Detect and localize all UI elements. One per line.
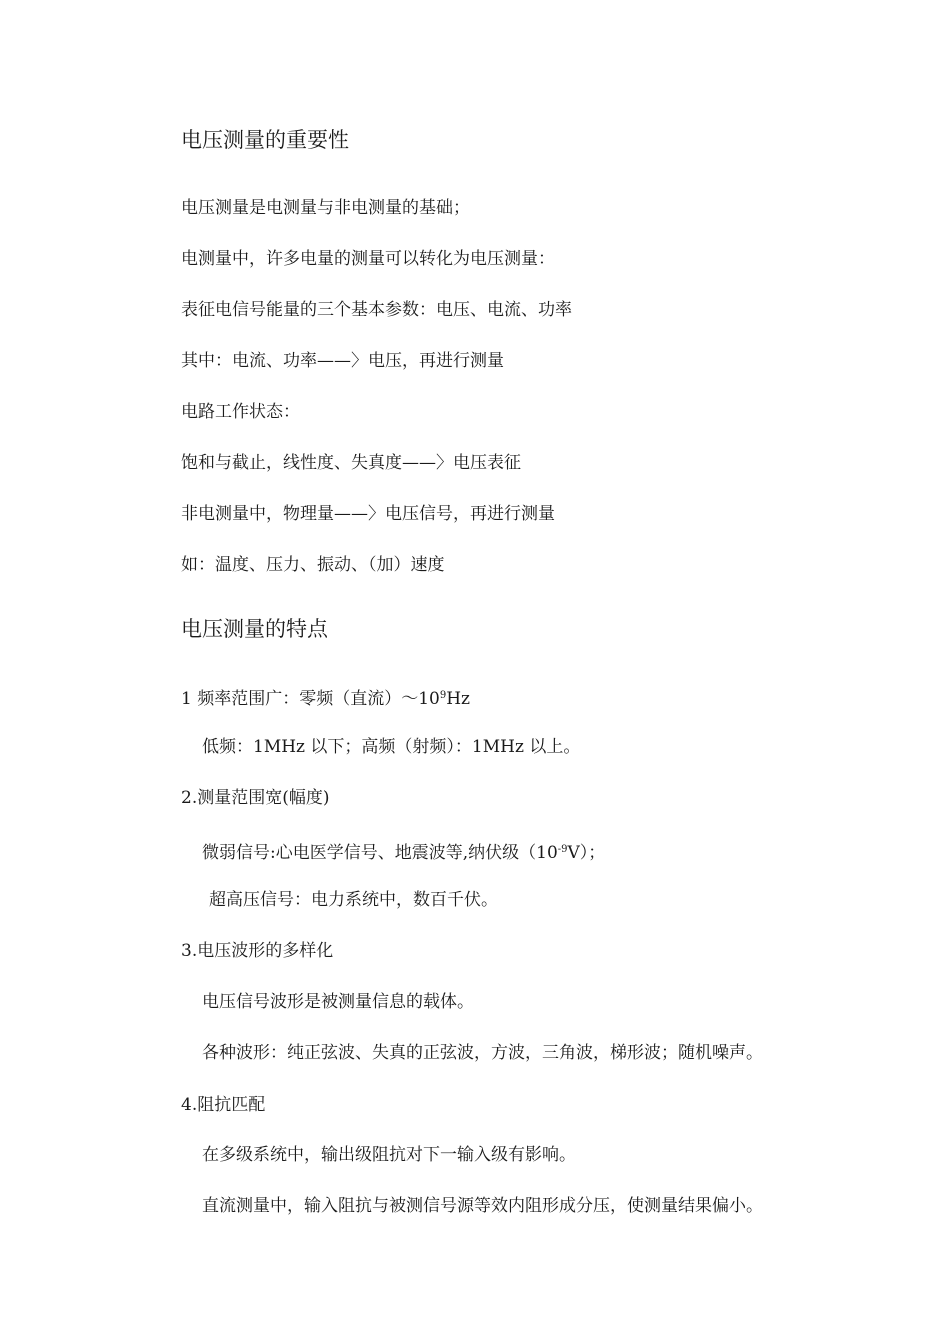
list-item-detail: 各种波形：纯正弦波、失真的正弦波，方波，三角波，梯形波；随机噪声。 (202, 1043, 763, 1063)
section-heading-features: 电压测量的特点 (181, 617, 328, 641)
item-text-unit: Hz (446, 689, 471, 709)
list-item-frequency-range (181, 685, 470, 710)
paragraph-line: 饱和与截止，线性度、失真度——〉电压表征 (181, 453, 521, 473)
exponent: 9 (439, 690, 447, 701)
item-text: 1 频率范围广：零频（直流）～10 (181, 689, 440, 709)
list-item-detail: 电压信号波形是被测量信息的载体。 (202, 992, 474, 1012)
list-item-waveform: 3.电压波形的多样化 (181, 941, 334, 961)
paragraph-line: 电压测量是电测量与非电测量的基础； (181, 198, 470, 218)
item-text: 微弱信号:心电医学信号、地震波等,纳伏级（10 (202, 843, 558, 863)
list-item-impedance: 4.阻抗匹配 (181, 1095, 266, 1115)
item-text-unit: V）； (567, 843, 606, 863)
list-item-detail (202, 839, 605, 864)
paragraph-line: 电路工作状态： (181, 402, 300, 422)
exponent: -9 (557, 844, 568, 855)
list-item-detail: 低频：1MHz 以下；高频（射频）：1MHz 以上。 (202, 737, 581, 757)
list-item-detail: 直流测量中，输入阻抗与被测信号源等效内阻形成分压，使测量结果偏小。 (202, 1196, 763, 1216)
paragraph-line: 表征电信号能量的三个基本参数：电压、电流、功率 (181, 300, 572, 320)
section-heading-importance: 电压测量的重要性 (181, 128, 349, 152)
paragraph-line: 非电测量中，物理量——〉电压信号，再进行测量 (181, 504, 555, 524)
paragraph-line: 电测量中，许多电量的测量可以转化为电压测量： (181, 249, 555, 269)
paragraph-line: 其中：电流、功率——〉电压，再进行测量 (181, 351, 504, 371)
list-item-detail: 超高压信号：电力系统中，数百千伏。 (209, 890, 498, 910)
paragraph-line: 如：温度、压力、振动、（加）速度 (181, 555, 445, 575)
list-item-measurement-range: 2.测量范围宽(幅度) (181, 788, 330, 808)
list-item-detail: 在多级系统中，输出级阻抗对下一输入级有影响。 (202, 1145, 576, 1165)
